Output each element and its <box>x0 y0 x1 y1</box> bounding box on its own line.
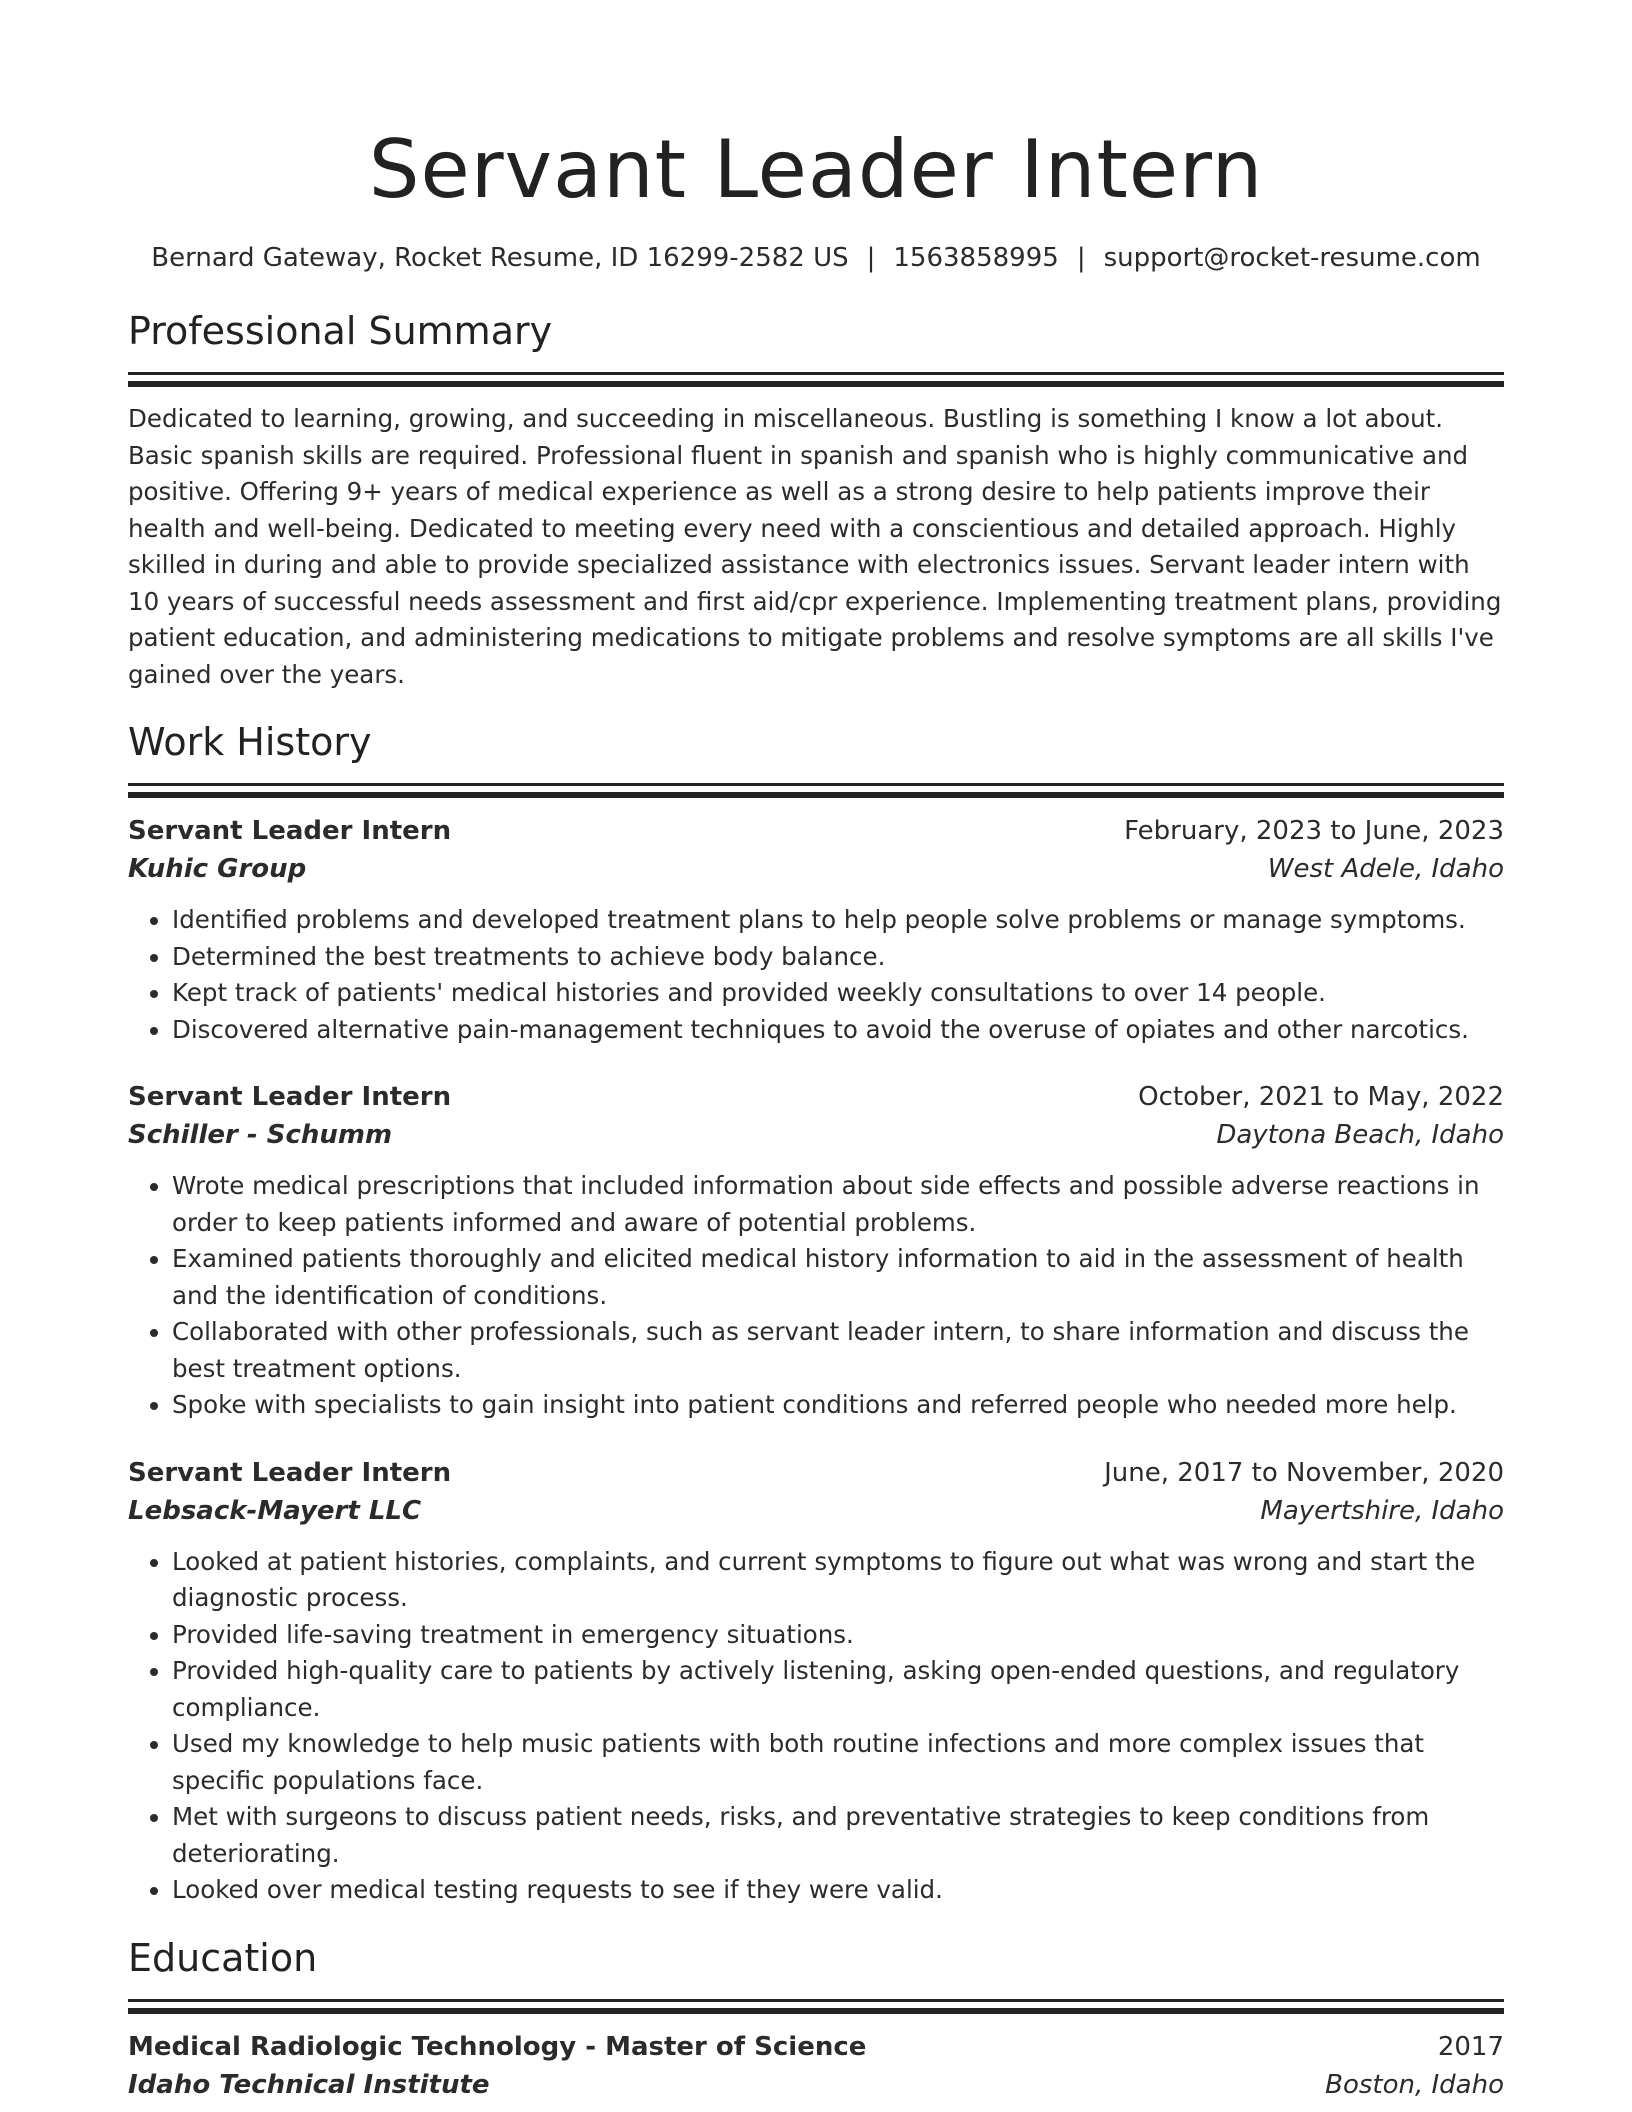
resume-name: Servant Leader Intern <box>368 123 1264 216</box>
job-subheader-row <box>128 1492 1504 1530</box>
job-title: Servant Leader Intern <box>128 1457 452 1488</box>
education-entry <box>128 2028 1504 2104</box>
education-section <box>128 1933 1504 2104</box>
education-year: 2017 <box>1437 2031 1504 2062</box>
job-bullet: • Determined the best treatments to achieve body balance. <box>172 939 1504 976</box>
job-location: West Adele, Idaho <box>1267 854 1504 884</box>
job-bullet: • Provided high-quality care to patients by actively listening, asking open-ended questions, and regulatory compliance. <box>172 1653 1504 1726</box>
job-bullet: • Kept track of patients' medical histories and provided weekly consultations to over 14 people. <box>172 975 1504 1012</box>
job-entry <box>128 812 1504 1048</box>
summary-section <box>128 306 1504 693</box>
job-title: Servant Leader Intern <box>128 1082 452 1112</box>
job-bullet: • Discovered alternative pain-management techniques to avoid the overuse of opiates and other narcotics. <box>172 1012 1504 1049</box>
job-bullet: • Looked over medical testing requests to see if they were valid. <box>172 1872 1504 1909</box>
job-subheader-row <box>128 850 1504 888</box>
job-company: Kuhic Group <box>128 854 307 884</box>
job-bullet: • Examined patients thoroughly and elicited medical history information to aid in the assessment of health and the identification of conditions. <box>172 1241 1504 1314</box>
section-divider-thick <box>128 2008 1504 2014</box>
job-bullet: • Looked at patient histories, complaints, and current symptoms to figure out what was wrong and start the diagnostic process. <box>172 1544 1504 1617</box>
section-divider <box>128 783 1504 786</box>
job-header-row <box>128 812 1504 850</box>
job-company: Schiller - Schumm <box>128 1120 393 1150</box>
job-company: Lebsack-Mayert LLC <box>128 1495 422 1526</box>
education-header-row <box>128 2028 1504 2066</box>
education-degree: Medical Radiologic Technology - Master of Science <box>128 2031 867 2062</box>
education-location: Boston, Idaho <box>1325 2069 1504 2100</box>
contact-separator: | <box>1076 243 1086 273</box>
summary-text: Dedicated to learning, growing, and succeeding in miscellaneous. Bustling is something I know a lot about. Basic spanish skills are required. Professional fluent in spanish and spanish who is highly communicative and positive. Offering 9+ years of medical experience as well as a strong desire to help patients improve their health and well-being. Dedicated to meeting every need with a conscientious and detailed approach. Highly skilled in during and able to provide specialized assistance with electronics issues. Servant leader intern with 10 years of successful needs assessment and first aid/cpr experience. Implementing treatment plans, providing patient education, and administering medications to mitigate problems and resolve symptoms are all skills I've gained over the years. <box>128 404 1502 689</box>
job-entry <box>128 1078 1504 1424</box>
job-bullet: • Identified problems and developed treatment plans to help people solve problems or manage symptoms. <box>172 902 1504 939</box>
summary-heading: Professional Summary <box>128 309 553 353</box>
contact-email: support@rocket-resume.com <box>1103 243 1481 273</box>
contact-line <box>128 240 1504 276</box>
section-divider <box>128 1999 1504 2002</box>
job-bullets <box>128 1544 1504 1909</box>
job-entry <box>128 1454 1504 1909</box>
job-location: Daytona Beach, Idaho <box>1216 1120 1504 1150</box>
job-dates: October, 2021 to May, 2022 <box>1138 1082 1504 1112</box>
job-bullets <box>128 902 1504 1048</box>
job-dates: June, 2017 to November, 2020 <box>1104 1457 1504 1488</box>
job-header-row <box>128 1078 1504 1116</box>
job-bullet: • Met with surgeons to discuss patient needs, risks, and preventative strategies to keep conditions from deteriorating. <box>172 1799 1504 1872</box>
job-header-row <box>128 1454 1504 1492</box>
job-bullets <box>128 1168 1504 1424</box>
contact-address: Bernard Gateway, Rocket Resume, ID 16299-2582 US <box>151 243 849 273</box>
contact-separator: | <box>866 243 876 273</box>
job-title: Servant Leader Intern <box>128 816 452 846</box>
job-subheader-row <box>128 1116 1504 1154</box>
education-subheader-row <box>128 2066 1504 2104</box>
education-heading: Education <box>128 1935 318 1980</box>
section-divider <box>128 372 1504 375</box>
section-divider-thick <box>128 381 1504 387</box>
job-bullet: • Wrote medical prescriptions that included information about side effects and possible adverse reactions in order to keep patients informed and aware of potential problems. <box>172 1168 1504 1241</box>
job-dates: February, 2023 to June, 2023 <box>1124 816 1504 846</box>
education-school: Idaho Technical Institute <box>128 2069 490 2100</box>
work-history-heading: Work History <box>128 720 372 764</box>
job-bullet: • Spoke with specialists to gain insight into patient conditions and referred people who needed more help. <box>172 1387 1504 1424</box>
job-bullet: • Collaborated with other professionals, such as servant leader intern, to share information and discuss the best treatment options. <box>172 1314 1504 1387</box>
contact-phone: 1563858995 <box>893 243 1059 273</box>
work-history-section <box>128 717 1504 1909</box>
job-bullet: • Used my knowledge to help music patients with both routine infections and more complex issues that specific populations face. <box>172 1726 1504 1799</box>
job-location: Mayertshire, Idaho <box>1260 1495 1504 1526</box>
section-divider-thick <box>128 792 1504 798</box>
job-bullet: • Provided life-saving treatment in emergency situations. <box>172 1617 1504 1654</box>
